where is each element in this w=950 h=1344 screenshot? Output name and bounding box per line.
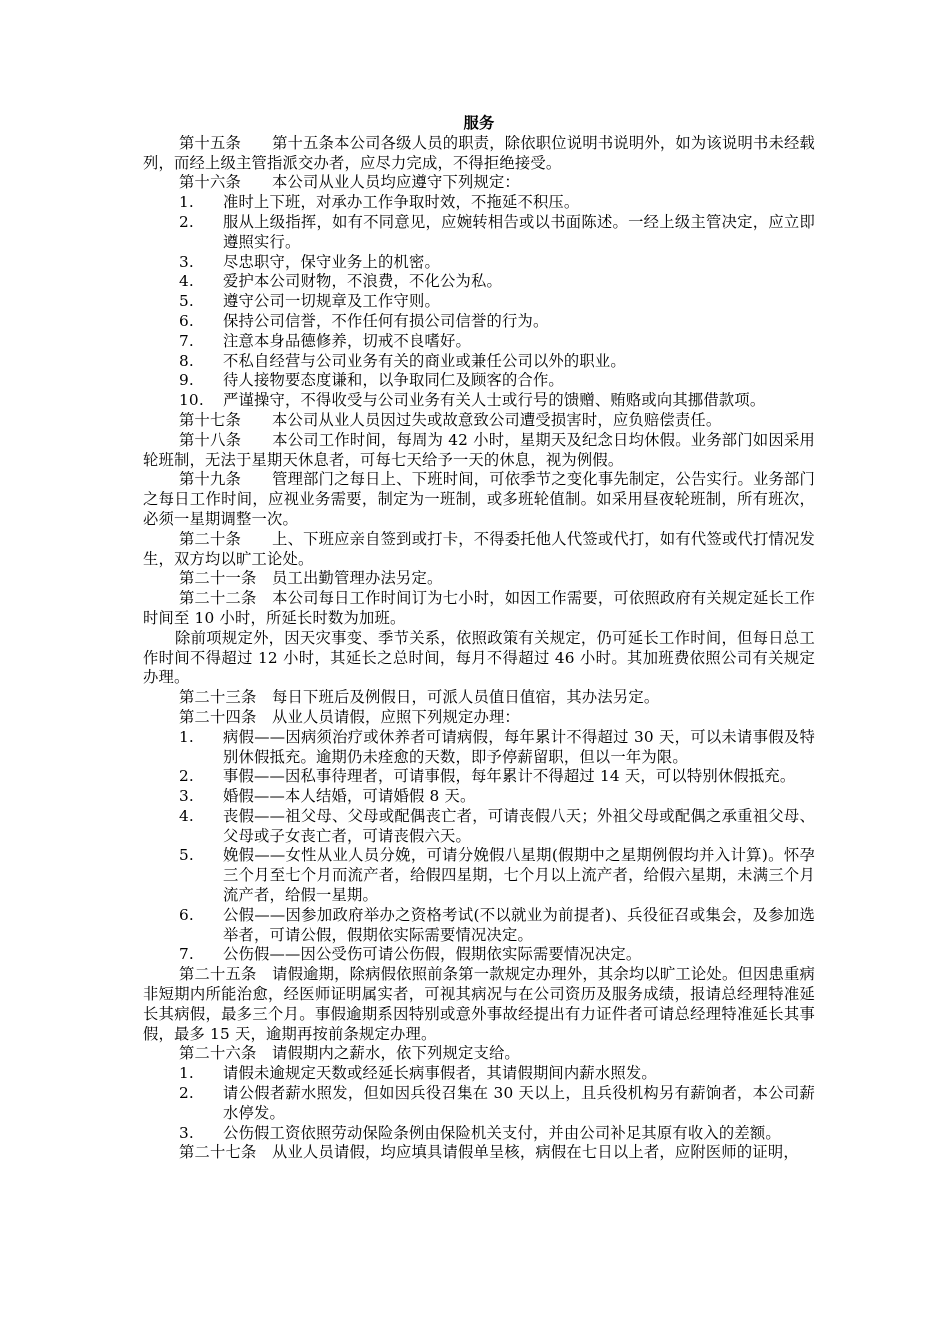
list-item-number: 1. <box>179 727 194 746</box>
list-item <box>143 1064 815 1084</box>
list-item <box>143 332 815 352</box>
list-item-number: 4. <box>179 272 194 291</box>
article-paragraph: 第二十五条 请假逾期，除病假依照前条第一款规定办理外，其余均以旷工论处。但因患重病非短期内所能治愈，经医师证明属实者，可视其病况与在公司资历及服务成绩，报请总经理特准延长其病假，最多三个月。事假逾期系因特别或意外事故经提出有力证件者可请总经理特准延长其事假，最多 15 天，逾期再按前条规定办理。 <box>143 965 815 1043</box>
list-item-number: 4. <box>179 806 194 825</box>
list-item-number: 5. <box>179 292 194 311</box>
list-item <box>143 767 815 787</box>
list-item-number: 1. <box>179 1064 194 1083</box>
list-item <box>143 807 815 847</box>
list-item-text: 保持公司信誉，不作任何有损公司信誉的行为。 <box>223 311 549 330</box>
article-paragraph: 第十九条 管理部门之每日上、下班时间，可依季节之变化事先制定，公告实行。业务部门之每日工作时间，应视业务需要，制定为一班制，或多班轮值制。如采用昼夜轮班制，所有班次，必须一星期调整一次。 <box>143 470 815 528</box>
list-item-text: 严谨操守，不得收受与公司业务有关人士或行号的馈赠、贿赂或向其挪借款项。 <box>223 391 766 410</box>
list-item-text: 请假未逾规定天数或经延长病事假者，其请假期间内薪水照发。 <box>223 1064 657 1083</box>
document-page <box>143 114 815 1163</box>
list-item-number: 2. <box>179 1084 194 1103</box>
list-item-text: 爱护本公司财物，不浪费，不化公为私。 <box>223 272 502 291</box>
list-item-number: 1. <box>179 193 194 212</box>
list-item-number: 5. <box>179 846 194 865</box>
list-item <box>143 193 815 213</box>
list-item <box>143 1124 815 1144</box>
list-item-number: 3. <box>179 1123 194 1142</box>
list-item <box>143 728 815 768</box>
list-item <box>143 312 815 332</box>
article-paragraph: 第二十四条 从业人员请假，应照下列规定办理： <box>179 707 520 726</box>
article-paragraph: 第二十七条 从业人员请假，均应填具请假单呈核，病假在七日以上者，应附医师的证明， <box>179 1143 799 1162</box>
list-item-text: 注意本身品德修养，切戒不良嗜好。 <box>223 331 471 350</box>
article-paragraph: 第十七条 本公司从业人员因过失或故意致公司遭受损害时，应负赔偿责任。 <box>179 410 722 429</box>
list-item-number: 6. <box>179 905 194 924</box>
list-item <box>143 1084 815 1124</box>
list-item <box>143 945 815 965</box>
article-paragraph: 第十六条 本公司从业人员均应遵守下列规定： <box>179 173 520 192</box>
page-title: 服务 <box>463 114 495 132</box>
article-paragraph: 第二十六条 请假期内之薪水，依下列规定支给。 <box>179 1044 520 1063</box>
list-item-text: 待人接物要态度谦和，以争取同仁及顾客的合作。 <box>223 371 564 390</box>
list-item-number: 2. <box>179 767 194 786</box>
list-item-text: 准时上下班，对承办工作争取时效，不拖延不积压。 <box>223 193 580 212</box>
list-item-text: 尽忠职守，保守业务上的机密。 <box>223 252 440 271</box>
list-item-text: 丧假——祖父母、父母或配偶丧亡者，可请丧假八天；外祖父母或配偶之承重祖父母、父母或子女丧亡者，可请丧假六天。 <box>223 806 815 845</box>
article-paragraph: 第二十二条 本公司每日工作时间订为七小时，如因工作需要，可依照政府有关规定延长工作时间至 10 小时，所延长时数为加班。 <box>143 589 815 627</box>
list-item-text: 婚假——本人结婚，可请婚假 8 天。 <box>223 787 476 806</box>
article-paragraph: 第十五条 第十五条本公司各级人员的职责，除依职位说明书说明外，如为该说明书未经载列，而经上级主管指派交办者，应尽力完成，不得拒绝接受。 <box>143 133 815 172</box>
article-paragraph: 第二十条 上、下班应亲自签到或打卡，不得委托他人代签或代打，如有代签或代打情况发生，双方均以旷工论处。 <box>143 529 815 568</box>
list-item <box>143 391 815 411</box>
list-item-number: 2. <box>179 212 194 231</box>
list-item <box>143 292 815 312</box>
list-item-number: 3. <box>179 787 194 806</box>
list-item <box>143 906 815 946</box>
list-item-number: 10. <box>179 391 204 410</box>
list-item <box>143 846 815 905</box>
list-item-text: 不私自经营与公司业务有关的商业或兼任公司以外的职业。 <box>223 351 626 370</box>
list-item-number: 7. <box>179 945 194 964</box>
list-item-number: 6. <box>179 311 194 330</box>
list-item-number: 8. <box>179 351 194 370</box>
list-item-text: 服从上级指挥，如有不同意见，应婉转相告或以书面陈述。一经上级主管决定，应立即遵照实行。 <box>223 212 815 251</box>
list-item-text: 请公假者薪水照发，但如因兵役召集在 30 天以上，且兵役机构另有薪饷者，本公司薪水停发。 <box>223 1084 815 1122</box>
list-item <box>143 213 815 253</box>
list-item-text: 事假——因私事待理者，可请事假，每年累计不得超过 14 天，可以特别休假抵充。 <box>223 767 796 786</box>
paragraph: 除前项规定外，因天灾事变、季节关系，依照政策有关规定，仍可延长工作时间，但每日总工作时间不得超过 12 小时，其延长之总时间，每月不得超过 46 小时。其加班费依照公司有关规定办理。 <box>143 628 815 687</box>
article-paragraph: 第二十一条 员工出勤管理办法另定。 <box>179 569 443 588</box>
list-item-text: 遵守公司一切规章及工作守则。 <box>223 292 440 311</box>
list-item <box>143 352 815 372</box>
list-item-text: 公假——因参加政府举办之资格考试(不以就业为前提者)、兵役征召或集会，及参加选举者，可请公假，假期依实际需要情况决定。 <box>223 905 815 944</box>
list-item <box>143 272 815 292</box>
list-item-number: 3. <box>179 252 194 271</box>
list-item <box>143 787 815 807</box>
list-item-text: 公伤假——因公受伤可请公伤假，假期依实际需要情况决定。 <box>223 945 642 964</box>
list-item-text: 公伤假工资依照劳动保险条例由保险机关支付，并由公司补足其原有收入的差额。 <box>223 1123 781 1142</box>
list-item-number: 9. <box>179 371 194 390</box>
list-item-text: 病假——因病须治疗或休养者可请病假，每年累计不得超过 30 天，可以未请事假及特别休假抵充。逾期仍未痊愈的天数，即予停薪留职，但以一年为限。 <box>223 727 815 766</box>
article-paragraph: 第十八条 本公司工作时间，每周为 42 小时，星期天及纪念日均休假。业务部门如因采用轮班制，无法于星期天休息者，可每七天给予一天的休息，视为例假。 <box>143 430 815 469</box>
list-item <box>143 253 815 273</box>
list-item-text: 娩假——女性从业人员分娩，可请分娩假八星期(假期中之星期例假均并入计算)。怀孕三个月至七个月而流产者，给假四星期，七个月以上流产者，给假六星期，未满三个月流产者，给假一星期。 <box>223 846 815 905</box>
list-item-number: 7. <box>179 331 194 350</box>
document-body <box>143 134 815 1163</box>
list-item <box>143 371 815 391</box>
article-paragraph: 第二十三条 每日下班后及例假日，可派人员值日值宿，其办法另定。 <box>179 688 660 707</box>
